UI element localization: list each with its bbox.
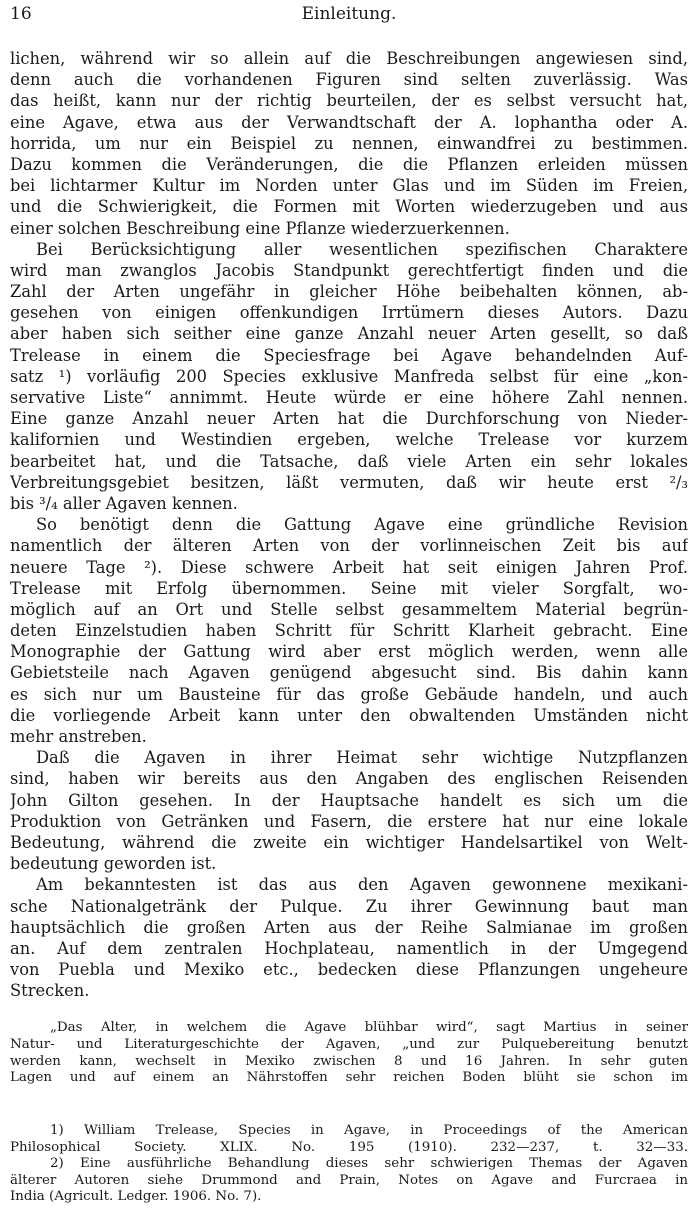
footnote-line: Philosophical Society. XLIX. No. 195 (1910). 232—237, t. 32—33. <box>10 1139 688 1155</box>
body-line: eine Agave, etwa aus der Verwandtschaft der A. lophantha oder A. <box>10 112 688 132</box>
body-line: Gebietsteile nach Agaven genügend abgesucht sind. Bis dahin kann <box>10 663 688 683</box>
running-title: Einleitung. <box>301 4 397 24</box>
quote-line: Lagen und auf einem an Nährstoffen sehr reichen Boden blüht sie schon im <box>10 1070 688 1086</box>
body-line: satz ¹) vorläufig 200 Species exklusive Manfreda selbst für eine „kon- <box>10 366 688 386</box>
body-line: einer solchen Beschreibung eine Pflanze wiederzuerkennen. <box>10 218 510 238</box>
body-line: lichen, während wir so allein auf die Beschreibungen angewiesen sind, <box>10 49 688 68</box>
body-line: Bei Berücksichtigung aller wesentlichen spezifischen Charaktere <box>36 239 688 259</box>
body-line: hauptsächlich die großen Arten aus der Reihe Salmianae im großen <box>10 917 688 937</box>
quotation-block <box>10 1020 688 1087</box>
body-line: aber haben sich seither eine ganze Anzahl neuer Arten gesellt, so daß <box>10 324 688 344</box>
quote-line: „Das Alter, in welchem die Agave blühbar wird“, sagt Martius in seiner <box>50 1020 688 1035</box>
body-line: an. Auf dem zentralen Hochplateau, namentlich in der Umgegend <box>10 938 688 958</box>
body-line: Produktion von Getränken und Fasern, die erstere hat nur eine lokale <box>10 811 688 831</box>
footnote-line: älterer Autoren siehe Drummond and Prain, Notes on Agave and Furcraea in <box>10 1172 688 1188</box>
footnote-line: India (Agricult. Ledger. 1906. No. 7). <box>10 1189 262 1205</box>
quote-line: werden kann, wechselt in Mexiko zwischen 8 und 16 Jahren. In sehr guten <box>10 1053 688 1069</box>
body-line: deten Einzelstudien haben Schritt für Schritt Klarheit gebracht. Eine <box>10 621 688 641</box>
body-line: So benötigt denn die Gattung Agave eine gründliche Revision <box>36 515 688 535</box>
footnotes <box>10 1123 688 1206</box>
body-line: servative Liste“ annimmt. Heute würde er eine höhere Zahl nennen. <box>10 388 688 407</box>
page-number: 16 <box>10 4 32 24</box>
body-line: Monographie der Gattung wird aber erst möglich werden, wenn alle <box>10 642 688 662</box>
footnote-line: 1) William Trelease, Species in Agave, in Proceedings of the American <box>50 1123 688 1138</box>
body-line: Strecken. <box>10 981 90 1001</box>
body-line: namentlich der älteren Arten von der vorlinneischen Zeit bis auf <box>10 536 688 556</box>
body-line: bis ³/₄ aller Agaven kennen. <box>10 493 238 513</box>
body-line: neuere Tage ²). Diese schwere Arbeit hat seit einigen Jahren Prof. <box>10 557 688 577</box>
body-line: gesehen von einigen offenkundigen Irrtümern dieses Autors. Dazu <box>10 303 688 323</box>
body-line: sind, haben wir bereits aus den Angaben des englischen Reisenden <box>10 769 688 789</box>
body-line: bedeutung geworden ist. <box>10 854 217 874</box>
page-header <box>10 4 688 28</box>
body-line: Bedeutung, während die zweite ein wichtiger Handelsartikel von Welt- <box>10 832 688 852</box>
body-text <box>10 48 688 1001</box>
body-line: Trelease mit Erfolg übernommen. Seine mit vieler Sorgfalt, wo- <box>10 578 688 598</box>
body-line: von Puebla und Mexiko etc., bedecken diese Pflanzungen ungeheure <box>10 960 688 980</box>
body-line: Eine ganze Anzahl neuer Arten hat die Durchforschung von Nieder- <box>10 409 688 429</box>
body-line: möglich auf an Ort und Stelle selbst gesammeltem Material begrün- <box>10 599 688 619</box>
body-line: Trelease in einem die Speciesfrage bei Agave behandelnden Auf- <box>10 345 688 365</box>
footnote-line: 2) Eine ausführliche Behandlung dieses sehr schwierigen Themas der Agaven <box>50 1156 688 1172</box>
body-line: sche Nationalgetränk der Pulque. Zu ihrer Gewinnung baut man <box>10 896 688 916</box>
body-line: wird man zwanglos Jacobis Standpunkt gerechtfertigt finden und die <box>10 260 688 280</box>
body-line: es sich nur um Bausteine für das große Gebäude handeln, und auch <box>10 684 688 704</box>
body-line: John Gilton gesehen. In der Hauptsache handelt es sich um die <box>10 790 688 810</box>
body-line: Daß die Agaven in ihrer Heimat sehr wichtige Nutzpflanzen <box>36 748 688 768</box>
body-line: und die Schwierigkeit, die Formen mit Worten wiederzugeben und aus <box>10 197 688 217</box>
body-line: Verbreitungsgebiet besitzen, läßt vermuten, daß wir heute erst ²/₃ <box>10 472 688 492</box>
body-line: mehr anstreben. <box>10 727 147 746</box>
body-line: bei lichtarmer Kultur im Norden unter Glas und im Süden im Freien, <box>10 176 688 196</box>
body-line: Zahl der Arten ungefähr in gleicher Höhe beibehalten können, ab- <box>10 282 688 302</box>
body-line: bearbeitet hat, und die Tatsache, daß viele Arten ein sehr lokales <box>10 451 688 471</box>
body-line: Am bekanntesten ist das aus den Agaven gewonnene mexikani- <box>36 875 688 895</box>
body-line: das heißt, kann nur der richtig beurteilen, der es selbst versucht hat, <box>10 91 688 111</box>
body-line: horrida, um nur ein Beispiel zu nennen, einwandfrei zu bestimmen. <box>10 133 688 153</box>
body-line: denn auch die vorhandenen Figuren sind selten zuverlässig. Was <box>10 70 688 90</box>
quote-line: Natur- und Literaturgeschichte der Agaven, „und zur Pulquebereitung benutzt <box>10 1036 688 1052</box>
body-line: Dazu kommen die Veränderungen, die die Pflanzen erleiden müssen <box>10 154 688 174</box>
body-line: kalifornien und Westindien ergeben, welche Trelease vor kurzem <box>10 430 688 450</box>
body-line: die vorliegende Arbeit kann unter den obwaltenden Umständen nicht <box>10 705 688 725</box>
